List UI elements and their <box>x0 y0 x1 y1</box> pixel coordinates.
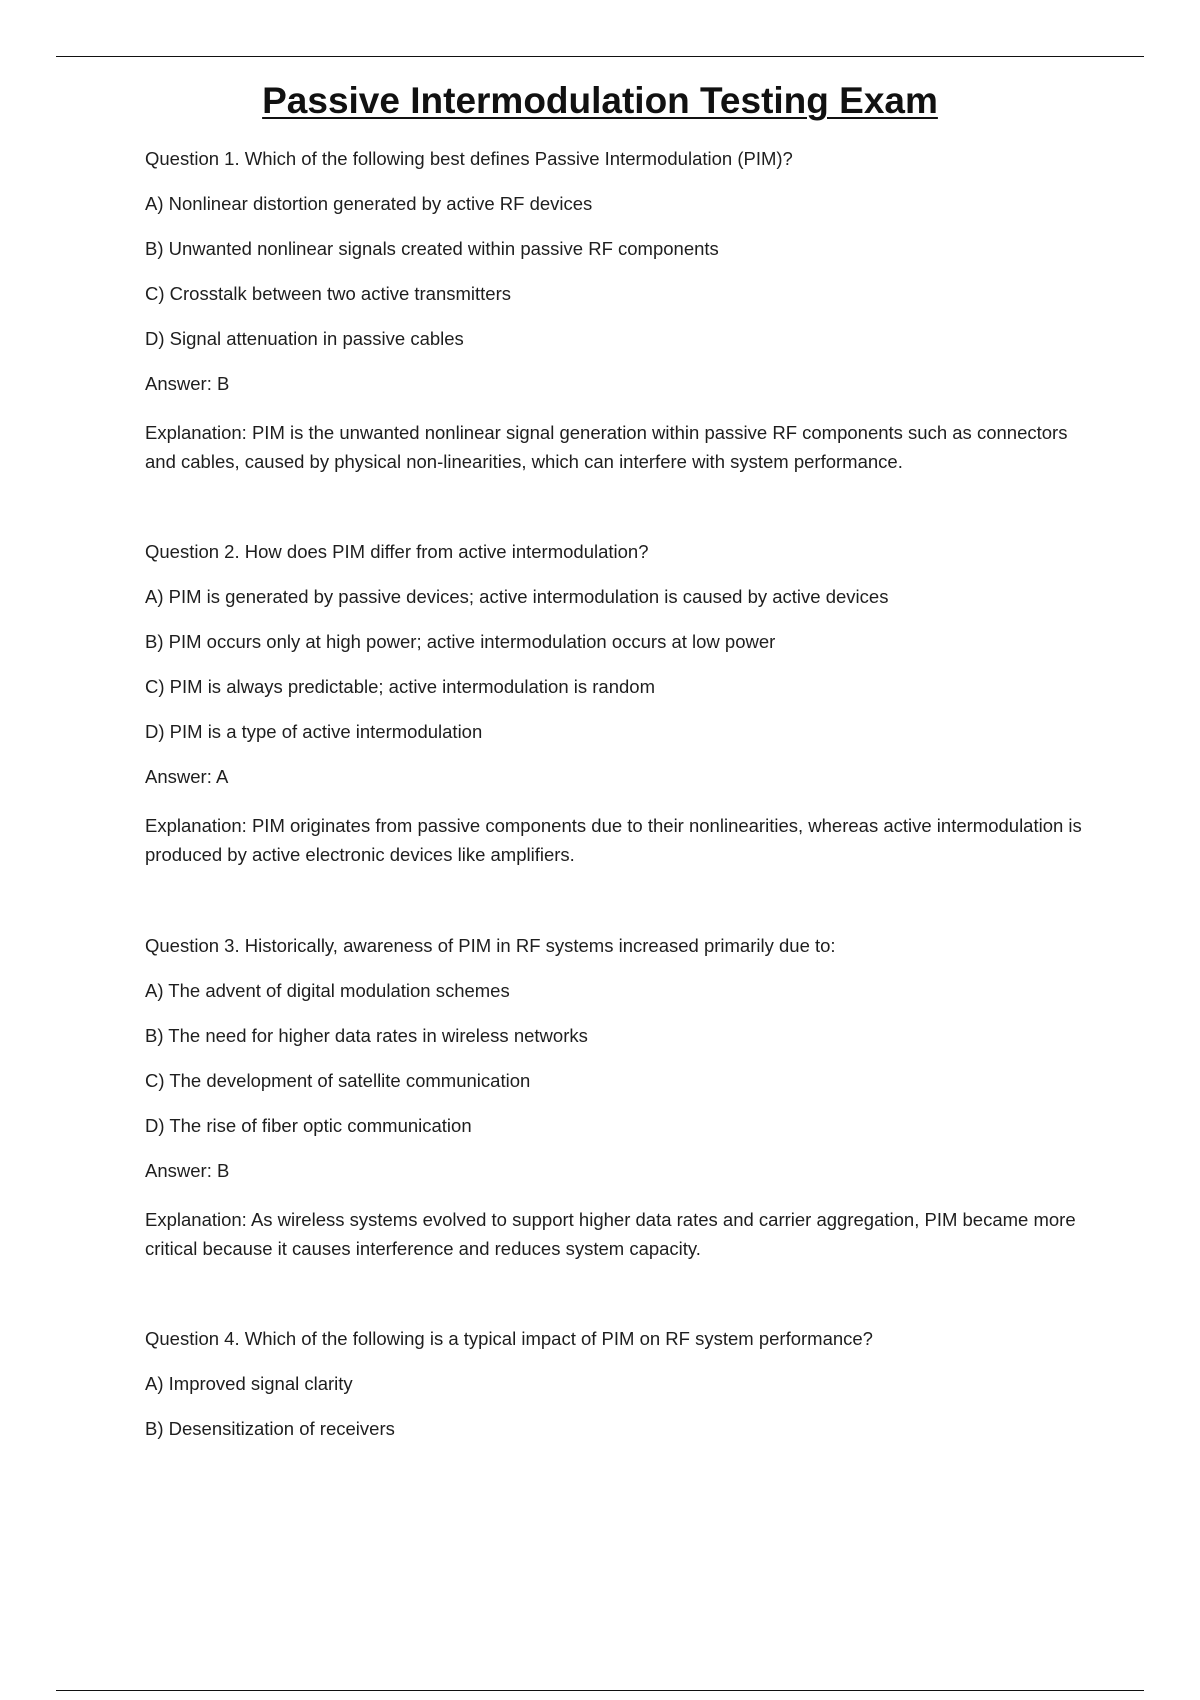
question-prompt: Question 4. Which of the following is a typical impact of PIM on RF system performance? <box>145 1328 873 1349</box>
answer-option-d: D) The rise of fiber optic communication <box>145 1115 472 1136</box>
correct-answer: Answer: A <box>145 766 229 787</box>
answer-explanation: Explanation: As wireless systems evolved to support higher data rates and carrier aggregation, PIM became more critical because it causes interference and reduces system capacity. <box>145 1209 1076 1259</box>
question-4 <box>145 1328 1100 1463</box>
question-prompt: Question 1. Which of the following best defines Passive Intermodulation (PIM)? <box>145 148 793 169</box>
document-title: Passive Intermodulation Testing Exam <box>262 80 938 121</box>
answer-option-a: A) The advent of digital modulation schemes <box>145 980 510 1001</box>
answer-option-a: A) Nonlinear distortion generated by active RF devices <box>145 193 593 214</box>
answer-option-a: A) Improved signal clarity <box>145 1373 353 1394</box>
footer-rule <box>56 1690 1144 1691</box>
question-prompt: Question 3. Historically, awareness of PIM in RF systems increased primarily due to: <box>145 935 836 956</box>
question-3 <box>145 935 1100 1263</box>
answer-option-c: C) The development of satellite communication <box>145 1070 531 1091</box>
correct-answer: Answer: B <box>145 1160 230 1181</box>
answer-option-a: A) PIM is generated by passive devices; active intermodulation is caused by active devices <box>145 586 889 607</box>
answer-option-d: D) Signal attenuation in passive cables <box>145 328 464 349</box>
answer-option-d: D) PIM is a type of active intermodulation <box>145 721 483 742</box>
answer-option-c: C) PIM is always predictable; active intermodulation is random <box>145 676 655 697</box>
answer-option-b: B) Desensitization of receivers <box>145 1418 395 1439</box>
question-prompt: Question 2. How does PIM differ from active intermodulation? <box>145 541 649 562</box>
answer-option-c: C) Crosstalk between two active transmitters <box>145 283 512 304</box>
answer-option-b: B) PIM occurs only at high power; active intermodulation occurs at low power <box>145 631 776 652</box>
answer-option-b: B) The need for higher data rates in wireless networks <box>145 1025 588 1046</box>
answer-explanation: Explanation: PIM is the unwanted nonlinear signal generation within passive RF components such as connectors and cables, caused by physical non-linearities, which can interfere with system performance. <box>145 422 1068 472</box>
header-rule <box>56 56 1144 57</box>
answer-explanation: Explanation: PIM originates from passive components due to their nonlinearities, whereas active intermodulation is produced by active electronic devices like amplifiers. <box>145 815 1082 865</box>
question-1 <box>145 148 1100 476</box>
question-2 <box>145 541 1100 869</box>
correct-answer: Answer: B <box>145 373 230 394</box>
answer-option-b: B) Unwanted nonlinear signals created within passive RF components <box>145 238 719 259</box>
